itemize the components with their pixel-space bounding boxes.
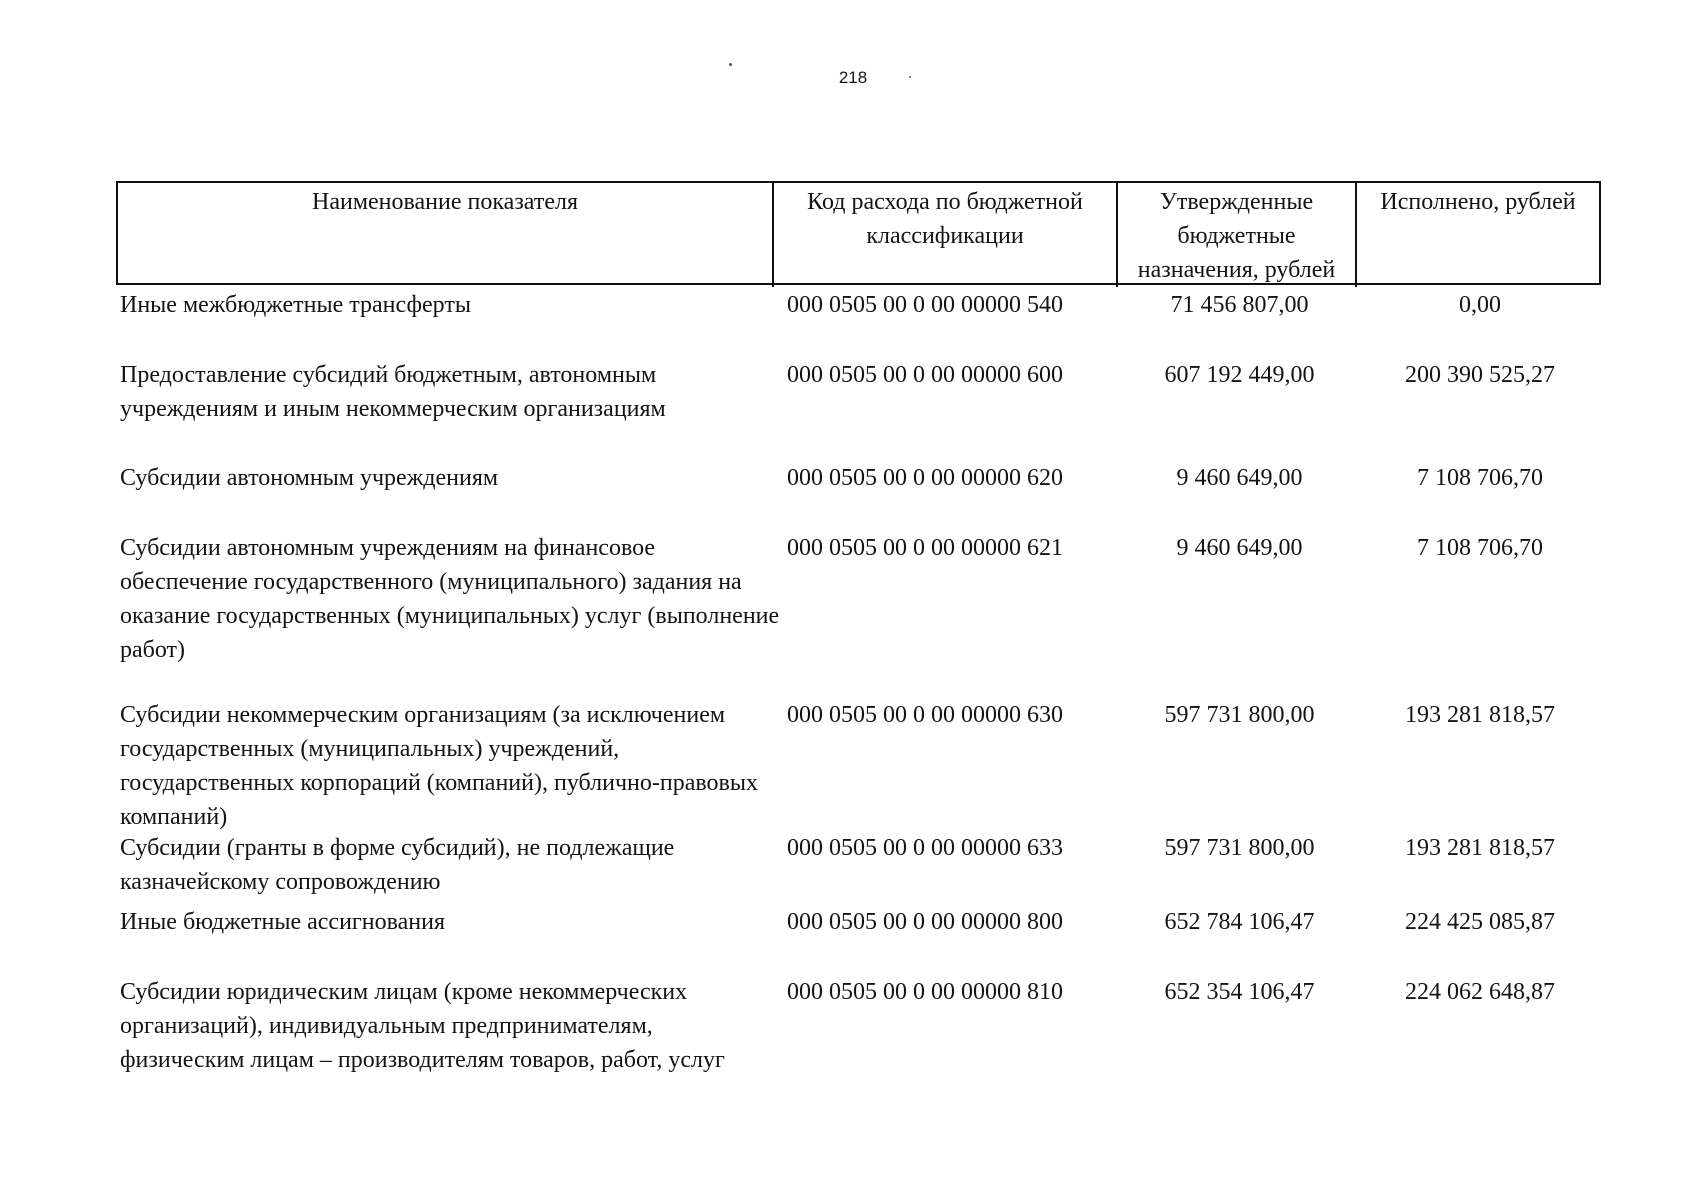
row-executed: 7 108 706,70 <box>1417 535 1543 561</box>
header-approved: Утвержденные бюджетные назначения, рублей <box>1118 183 1357 287</box>
row-approved: 71 456 807,00 <box>1170 292 1309 318</box>
row-name: Субсидии (гранты в форме субсидий), не подлежащие казначейскому сопровождению <box>120 835 675 895</box>
scan-speck <box>729 63 732 66</box>
row-executed: 0,00 <box>1459 292 1501 318</box>
row-approved: 9 460 649,00 <box>1176 465 1303 491</box>
row-executed: 193 281 818,57 <box>1405 835 1555 861</box>
row-name: Субсидии автономным учреждениям <box>120 465 499 491</box>
row-approved: 652 784 106,47 <box>1164 909 1315 935</box>
page-number: 218 <box>838 68 868 87</box>
table-header <box>116 181 1601 285</box>
row-approved: 597 731 800,00 <box>1164 835 1315 861</box>
row-code: 000 0505 00 0 00 00000 800 <box>787 909 1063 935</box>
header-executed: Исполнено, рублей <box>1380 189 1576 215</box>
header-code: Код расхода по бюджетной классификации <box>774 183 1118 287</box>
row-code: 000 0505 00 0 00 00000 630 <box>787 702 1063 728</box>
row-name: Предоставление субсидий бюджетным, автономным учреждениям и иным некоммерческим организациям <box>120 362 666 422</box>
row-approved: 9 460 649,00 <box>1176 535 1303 561</box>
header-name: Наименование показателя <box>118 183 774 287</box>
row-code: 000 0505 00 0 00 00000 620 <box>787 465 1063 491</box>
row-code: 000 0505 00 0 00 00000 633 <box>787 835 1063 861</box>
row-code: 000 0505 00 0 00 00000 540 <box>787 292 1063 318</box>
row-executed: 224 425 085,87 <box>1405 909 1555 935</box>
row-executed: 7 108 706,70 <box>1417 465 1543 491</box>
row-name: Субсидии юридическим лицам (кроме некоммерческих организаций), индивидуальным предпринимателям, физическим лицам – производителям товаров, работ, услуг <box>120 979 725 1073</box>
row-name: Субсидии автономным учреждениям на финансовое обеспечение государственного (муниципального) задания на оказание государственных (муниципальных) услуг (выполнение работ) <box>120 535 780 663</box>
row-name: Иные бюджетные ассигнования <box>120 909 445 935</box>
row-code: 000 0505 00 0 00 00000 600 <box>787 362 1063 388</box>
row-name: Иные межбюджетные трансферты <box>120 292 471 318</box>
row-code: 000 0505 00 0 00 00000 621 <box>787 535 1063 561</box>
row-name: Субсидии некоммерческим организациям (за исключением государственных (муниципальных) учреждений, государственных корпораций (компаний), публично-правовых компаний) <box>120 702 758 830</box>
row-code: 000 0505 00 0 00 00000 810 <box>787 979 1063 1005</box>
row-approved: 652 354 106,47 <box>1164 979 1315 1005</box>
row-executed: 200 390 525,27 <box>1405 362 1555 388</box>
row-executed: 193 281 818,57 <box>1405 702 1555 728</box>
row-approved: 597 731 800,00 <box>1164 702 1315 728</box>
row-executed: 224 062 648,87 <box>1405 979 1555 1005</box>
row-approved: 607 192 449,00 <box>1164 362 1315 388</box>
